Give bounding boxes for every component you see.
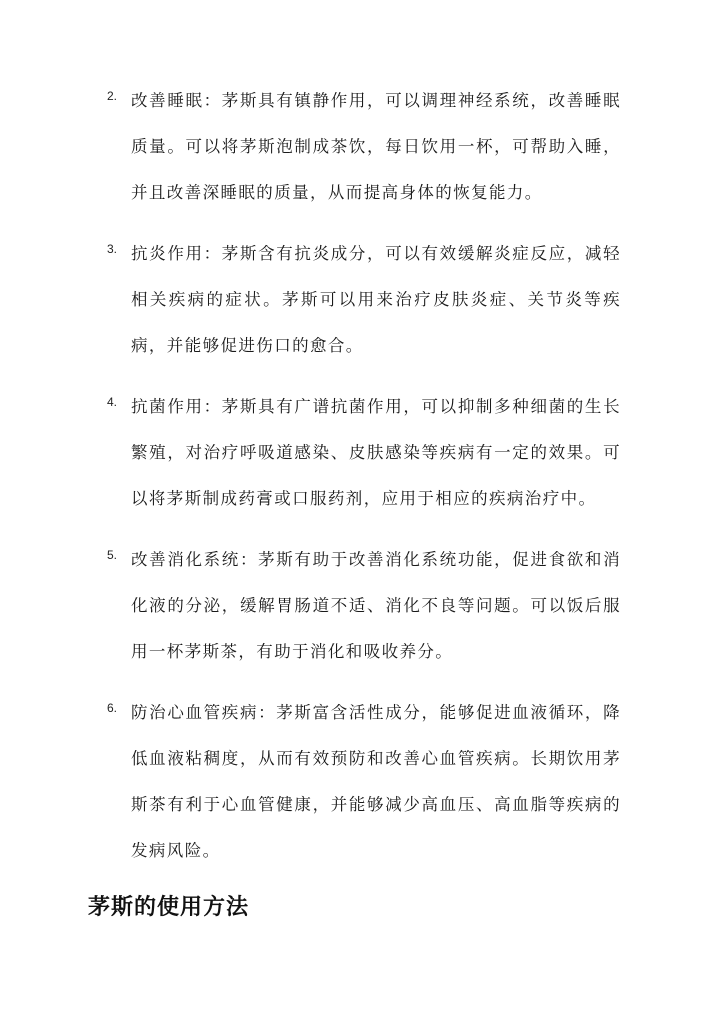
list-item-number: 5. [107,548,118,562]
section-heading: 茅斯的使用方法 [88,894,250,920]
list-item [0,78,720,216]
list-item-text: 抗炎作用：茅斯含有抗炎成分，可以有效缓解炎症反应，减轻相关疾病的症状。茅斯可以用来治疗皮肤炎症、关节炎等疾病，并能够促进伤口的愈合。 [131,244,621,355]
list-item-number: 4. [107,395,118,409]
list-item [0,537,720,675]
list-item-text: 改善睡眠：茅斯具有镇静作用，可以调理神经系统，改善睡眠质量。可以将茅斯泡制成茶饮，每日饮用一杯，可帮助入睡，并且改善深睡眠的质量，从而提高身体的恢复能力。 [131,91,621,202]
list-item [0,231,720,369]
list-item-text: 防治心血管疾病：茅斯富含活性成分，能够促进血液循环，降低血液粘稠度，从而有效预防和改善心血管疾病。长期饮用茅斯茶有利于心血管健康，并能够减少高血压、高血脂等疾病的发病风险。 [131,703,621,860]
list-item [0,384,720,522]
benefits-list [0,78,720,889]
list-item [0,690,720,874]
list-item-text: 抗菌作用：茅斯具有广谱抗菌作用，可以抑制多种细菌的生长繁殖，对治疗呼吸道感染、皮肤感染等疾病有一定的效果。可以将茅斯制成药膏或口服药剂，应用于相应的疾病治疗中。 [131,397,621,508]
list-item-number: 6. [107,701,118,715]
list-item-number: 3. [107,242,118,256]
list-item-text: 改善消化系统：茅斯有助于改善消化系统功能，促进食欲和消化液的分泌，缓解胃肠道不适、消化不良等问题。可以饭后服用一杯茅斯茶，有助于消化和吸收养分。 [131,550,621,661]
list-item-number: 2. [107,89,118,103]
